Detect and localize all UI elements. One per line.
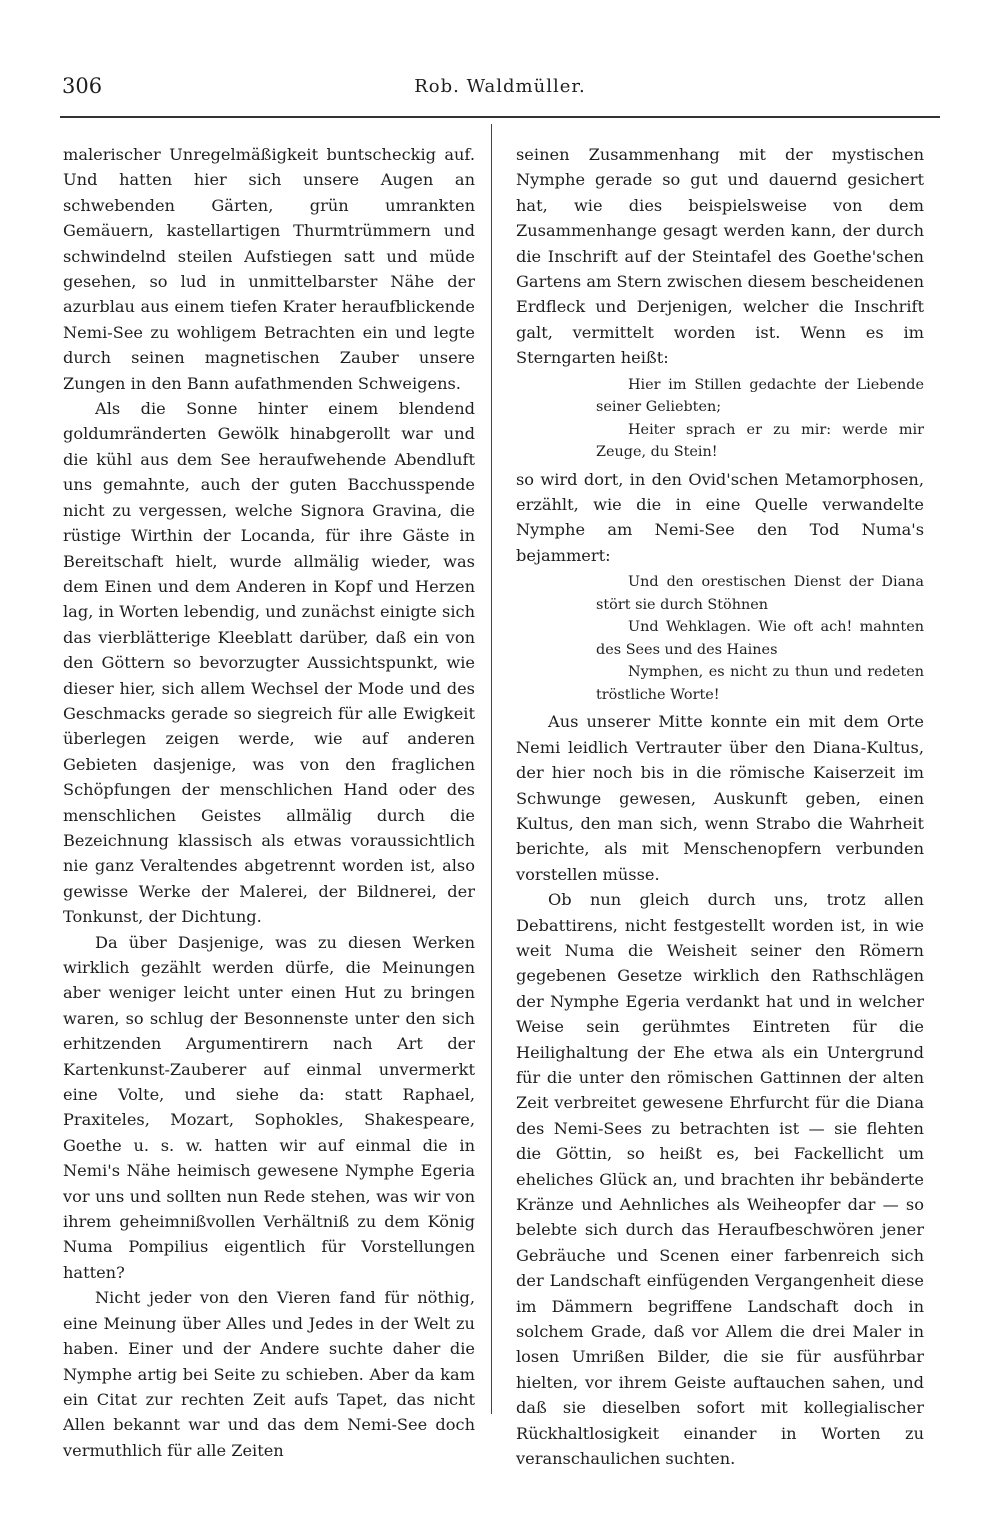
paragraph: so wird dort, in den Ovid'schen Metamorphosen, erzählt, wie die in eine Quelle verwandelte Nymphe am Nemi-See den Tod Numa's bejammert: — [516, 469, 924, 565]
paragraph: seinen Zusammenhang mit der mystischen Nymphe gerade so gut und dauernd gesichert hat, wie dies beispielsweise von dem Zusammenhange gesagt werden kann, der durch die Inschrift auf der Steintafel des Goethe'schen Gartens am Stern zwischen diesem bescheidenen Erdfleck und Derjenigen, welcher die Inschrift galt, vermittelt worden ist. Wenn es im Sterngarten heißt: — [516, 145, 924, 368]
paragraph: Da über Dasjenige, was zu diesen Werken wirklich gezählt werden dürfe, die Meinungen aber weniger leicht unter einen Hut zu bringen waren, so schlug der Besonnenste unter den sich erhitzenden Argumentirern nach Art der Kartenkunst-Zauberer auf einmal unvermerkt eine Volte, und siehe da: statt Raphael, Praxiteles, Mozart, Sophokles, Shakespeare, Goethe u. s. w. hatten wir auf einmal die in Nemi's Nähe heimisch gewesene Nymphe Egeria vor uns und sollten nun Rede stehen, was wir von ihrem geheimnißvollen Verhältniß zu dem König Numa Pompilius eigentlich für Vorstellungen hatten? — [63, 932, 475, 1282]
paragraph: Ob nun gleich durch uns, trotz allen Debattirens, nicht festgestellt worden ist, in wie weit Numa die Weisheit seiner den Römern gegebenen Gesetze wirklich den Rathschlägen der Nymphe Egeria verdankt hat und in welcher Weise sein gerühmtes Eintreten für die Heilighaltung der Ehe etwa als ein Untergrund für die unter den römischen Gattinnen der alten Zeit verbreitet gewesene Ehrfurcht für die Diana des Nemi-Sees zu betrachten ist — sie flehten die Göttin, so heißt es, bei Fackellicht um eheliches Glück an, und brachten ihr bebänderte Kränze und Aehnliches als Weiheopfer dar — so belebte sich durch das Heraufbeschwören jener Gebräuche und Scenen einer farbenreich sich der Landschaft einfügenden Vergangenheit diese im Dämmern begriffene Landschaft doch in solchem Grade, daß vor Allem die drei Maler in losen Umrißen Bilder, die sie für ausführbar hielten, vor ihrem Geiste auftauchen sahen, und daß sie dieselben sofort mit kollegialischer Rückhaltlosigkeit einander in Worten zu veranschaulichen suchten. — [516, 890, 924, 1469]
verse-line: Und Wehklagen. Wie oft ach! mahnten des Sees und des Haines — [596, 619, 924, 658]
column-rule — [491, 124, 492, 1414]
verse-quote-ovid — [516, 571, 924, 706]
left-column — [63, 142, 475, 1463]
paragraph: malerischer Unregelmäßigkeit buntscheckig auf. Und hatten hier sich unsere Augen an schwebenden Gärten, grün umrankten Gemäuern, kastellartigen Thurmtrümmern und schwindelnd steilen Aufstiegen satt und müde gesehen, so lud in unmittelbarster Nähe der azurblau aus einem tiefen Krater heraufblickende Nemi-See zu wohligem Betrachten ein und legte durch seinen magnetischen Zauber unsere Zungen in den Bann aufathmenden Schweigens. — [63, 145, 475, 393]
page-number: 306 — [62, 74, 103, 98]
verse-line: Nymphen, es nicht zu thun und redeten tröstliche Worte! — [596, 664, 924, 703]
right-column — [516, 142, 924, 1471]
header-rule — [60, 116, 940, 118]
verse-line: Und den orestischen Dienst der Diana stört sie durch Stöhnen — [596, 574, 924, 613]
verse-line: Hier im Stillen gedachte der Liebende seiner Geliebten; — [596, 376, 924, 416]
verse-quote-goethe — [516, 374, 924, 464]
paragraph: Aus unserer Mitte konnte ein mit dem Orte Nemi leidlich Vertrauter über den Diana-Kultus, der hier noch bis in die römische Kaiserzeit im Schwunge gewesen, Auskunft geben, einen Kultus, den man sich, wenn Strabo die Wahrheit berichte, als mit Menschenopfern verbunden vorstellen müsse. — [516, 712, 924, 884]
running-head: Rob. Waldmüller. — [414, 76, 586, 97]
paragraph: Nicht jeder von den Vieren fand für nöthig, eine Meinung über Alles und Jedes in der Welt zu haben. Einer und der Andere suchte daher die Nymphe artig bei Seite zu schieben. Aber da kam ein Citat zur rechten Zeit aufs Tapet, das nicht Allen bekannt war und das dem Nemi-See doch vermuthlich für alle Zeiten — [63, 1288, 475, 1460]
paragraph: Als die Sonne hinter einem blendend goldumränderten Gewölk hinabgerollt war und die kühl aus dem See heraufwehende Abendluft uns gemahnte, auch der guten Bacchusspende nicht zu vergessen, welche Signora Gravina, die rüstige Wirthin der Locanda, für ihre Gäste in Bereitschaft hielt, wurde allmälig wieder, was dem Einen und dem Anderen in Kopf und Herzen lag, in Worten lebendig, und zunächst einigte sich das vierblätterige Kleeblatt darüber, daß ein von den Göttern so bevorzugter Aussichtspunkt, wie dieser hier, sich allem Wechsel der Mode und des Geschmacks gerade so siegreich für alle Ewigkeit überlegen zeigen werde, wie auf anderen Gebieten dasjenige, was von den fraglichen Schöpfungen der menschlichen Hand oder des menschlichen Geistes allmälig durch die Bezeichnung klassisch als etwas voraussichtlich nie ganz Veraltendes abgetrennt worden ist, also gewisse Werke der Malerei, der Bildnerei, der Tonkunst, der Dichtung. — [63, 399, 475, 927]
verse-line: Heiter sprach er zu mir: werde mir Zeuge, du Stein! — [596, 421, 924, 461]
